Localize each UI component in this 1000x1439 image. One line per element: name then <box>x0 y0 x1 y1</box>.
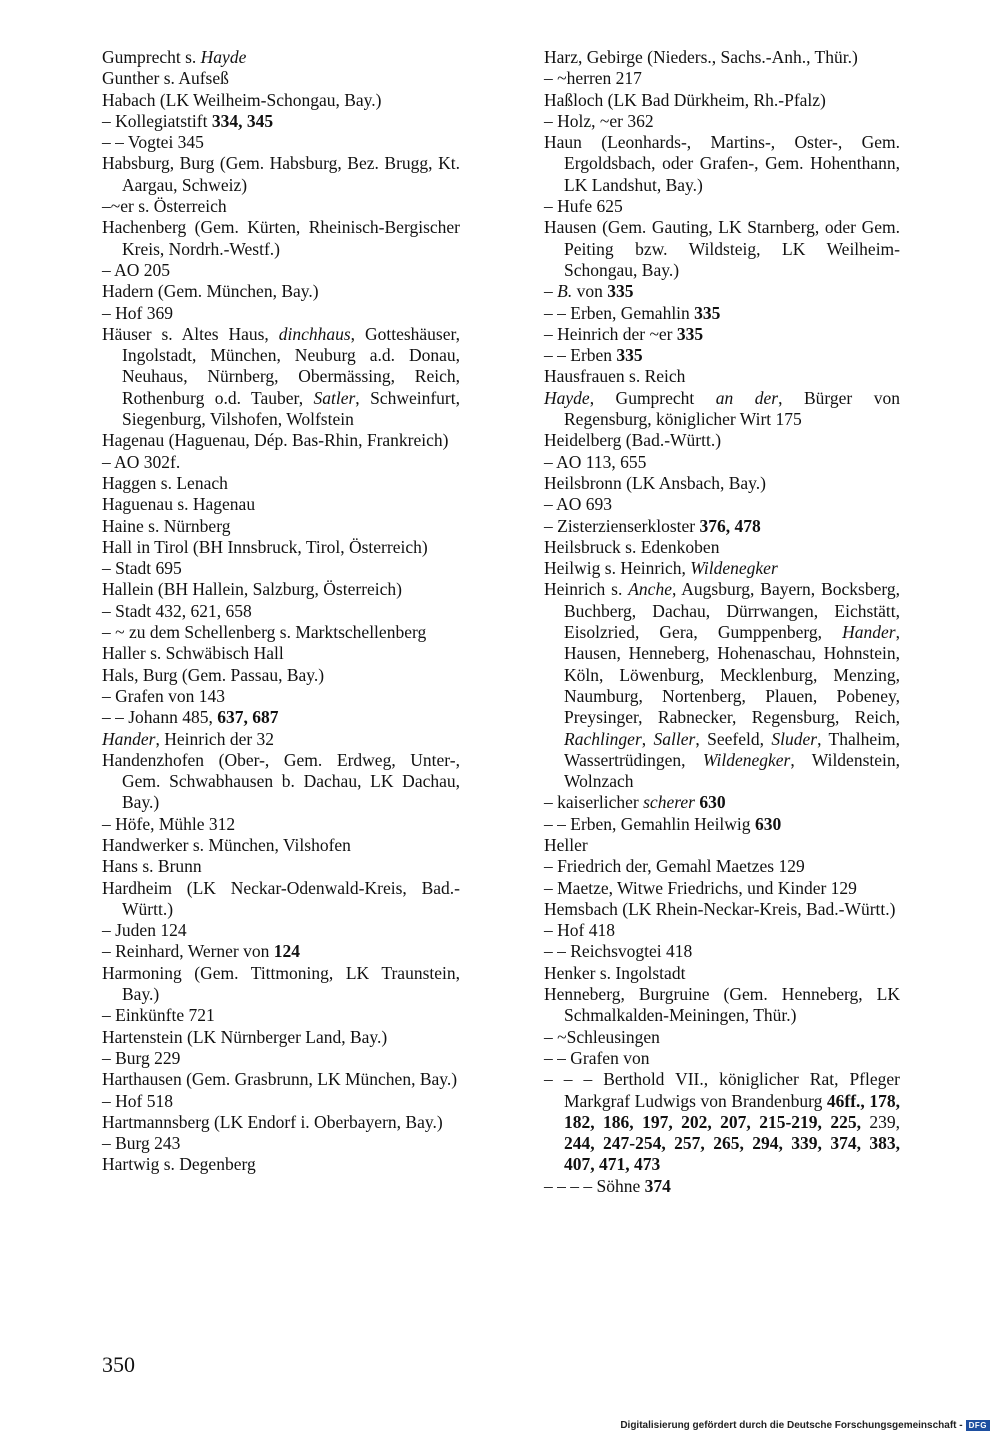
index-entry: Hans s. Brunn <box>102 856 202 877</box>
index-entry: – AO 113, 655 <box>544 451 647 472</box>
index-entry: Heilsbruck s. Edenkoben <box>544 536 720 557</box>
index-entry: Handenzhofen (Ober-, Gem. Erdweg, Unter-, Gem. Schwabhausen b. Dachau, LK Dachau, Bay.) <box>102 749 460 813</box>
index-entry: Hayde, Gumprecht an der, Bürger von Regensburg, königlicher Wirt 175 <box>544 387 901 430</box>
footer-text: Digitalisierung gefördert durch die Deutsche Forschungsgemeinschaft - <box>620 1420 963 1431</box>
index-entry: – – Erben 335 <box>544 345 643 366</box>
index-entry: – Maetze, Witwe Friedrichs, und Kinder 129 <box>544 877 857 898</box>
index-entry: – Einkünfte 721 <box>102 1005 215 1026</box>
index-entry: Harmoning (Gem. Tittmoning, LK Traunstein, Bay.) <box>102 962 460 1005</box>
index-entry: Hagenau (Haguenau, Dép. Bas-Rhin, Frankreich) <box>102 430 449 451</box>
index-entry: Hausen (Gem. Gauting, LK Starnberg, oder Gem. Peiting bzw. Wildsteig, LK Weilheim-Schongau, Bay.) <box>544 217 900 280</box>
index-entry: Hachenberg (Gem. Kürten, Rheinisch-Bergischer Kreis, Nordrh.-Westf.) <box>102 217 460 259</box>
index-entry: Heilwig s. Heinrich, Wildenegker <box>544 558 778 579</box>
index-entry: – Stadt 695 <box>102 558 182 579</box>
index-entry: Hardheim (LK Neckar-Odenwald-Kreis, Bad.-Württ.) <box>102 877 460 919</box>
index-entry: – Stadt 432, 621, 658 <box>102 600 252 621</box>
index-entry: Hartenstein (LK Nürnberger Land, Bay.) <box>102 1026 388 1047</box>
index-entry: – AO 205 <box>102 259 171 280</box>
index-entry: – – Grafen von <box>544 1047 650 1068</box>
index-column-left <box>102 47 460 1176</box>
index-entry: – – Erben, Gemahlin Heilwig 630 <box>544 813 782 834</box>
index-entry: Hall in Tirol (BH Innsbruck, Tirol, Österreich) <box>102 536 428 557</box>
index-entry: – Hof 369 <box>102 302 173 323</box>
index-entry: Gumprecht s. Hayde <box>102 47 247 67</box>
index-entry: – ~Schleusingen <box>544 1026 660 1047</box>
index-entry: Hemsbach (LK Rhein-Neckar-Kreis, Bad.-Württ.) <box>544 898 896 919</box>
page-number: 350 <box>102 1352 135 1377</box>
index-entry: – Burg 243 <box>102 1133 181 1154</box>
index-entry: – Hof 418 <box>544 920 615 941</box>
index-entry: – B. von 335 <box>544 281 634 302</box>
index-entry: Haun (Leonhards-, Martins-, Oster-, Gem. Ergoldsbach, oder Grafen-, Gem. Hohenthann, LK Landshut, Bay.) <box>544 132 900 195</box>
index-entry: Henker s. Ingolstadt <box>544 962 686 983</box>
index-entry: – AO 302f. <box>102 451 181 472</box>
index-entry: – Reinhard, Werner von 124 <box>102 941 301 962</box>
index-entry: Habach (LK Weilheim-Schongau, Bay.) <box>102 89 382 110</box>
dfg-logo: DFG <box>966 1420 990 1431</box>
index-entry: – ~ zu dem Schellenberg s. Marktschellenberg <box>102 622 427 643</box>
index-entry: – Juden 124 <box>102 920 187 941</box>
index-column-right <box>544 47 900 1197</box>
index-entry: – Friedrich der, Gemahl Maetzes 129 <box>544 856 805 877</box>
index-entry: Heinrich s. Anche, Augsburg, Bayern, Bocksberg, Buchberg, Dachau, Dürrwangen, Eichstätt, Eisolzried, Gera, Gumppenberg, Hander, Hausen, Henneberg, Hohenaschau, Hohnstein, Köln, Löwenburg, Mecklenburg, Menzing, Naumburg, Nortenberg, Plauen, Pobeney, Preysinger, Rabnecker, Regensburg, Reich, Rachlinger, Saller, Seefeld, Sluder, Thalheim, Wassertrüdingen, Wildenegker, Wildenstein, Wolnzach <box>544 579 900 792</box>
index-entry: – ~herren 217 <box>544 68 642 89</box>
index-entry: – – – Berthold VII., königlicher Rat, Pfleger Markgraf Ludwigs von Brandenburg 46ff., 178, 182, 186, 197, 202, 207, 215-219, 225, 239, 244, 247-254, 257, 265, 294, 339, 374, 383, 407, 471, 473 <box>544 1069 901 1175</box>
index-entry: Heidelberg (Bad.-Württ.) <box>544 430 722 451</box>
index-entry: Haßloch (LK Bad Dürkheim, Rh.-Pfalz) <box>544 89 826 110</box>
index-entry: Hals, Burg (Gem. Passau, Bay.) <box>102 664 325 685</box>
index-entry: – Kollegiatstift 334, 345 <box>102 110 274 131</box>
index-entry: Harz, Gebirge (Nieders., Sachs.-Anh., Thür.) <box>544 47 858 67</box>
index-entry: –~er s. Österreich <box>102 196 227 217</box>
index-entry: Harthausen (Gem. Grasbrunn, LK München, Bay.) <box>102 1069 458 1090</box>
index-entry: – Zisterzienserkloster 376, 478 <box>544 515 761 536</box>
index-entry: Hander, Heinrich der 32 <box>102 728 275 749</box>
index-entry: Hadern (Gem. München, Bay.) <box>102 281 319 302</box>
index-entry: – Höfe, Mühle 312 <box>102 813 236 834</box>
index-entry: – – – – Söhne 374 <box>544 1175 671 1196</box>
index-entry: Haller s. Schwäbisch Hall <box>102 643 284 664</box>
index-entry: Henneberg, Burgruine (Gem. Henneberg, LK Schmalkalden-Meiningen, Thür.) <box>544 984 900 1026</box>
index-entry: – – Vogtei 345 <box>102 132 204 153</box>
index-entry: Heller <box>544 834 588 855</box>
index-entry: Hartwig s. Degenberg <box>102 1154 256 1175</box>
index-entry: – Burg 229 <box>102 1047 181 1068</box>
index-entry: Hallein (BH Hallein, Salzburg, Österreich) <box>102 579 403 600</box>
index-entry: – AO 693 <box>544 494 613 515</box>
index-entry: Haggen s. Lenach <box>102 472 228 493</box>
index-entry: Haine s. Nürnberg <box>102 515 231 536</box>
index-entry: – Holz, ~er 362 <box>544 110 654 131</box>
index-entry: Handwerker s. München, Vilshofen <box>102 834 351 855</box>
index-entry: – – Erben, Gemahlin 335 <box>544 302 721 323</box>
index-entry: – Hufe 625 <box>544 196 623 217</box>
index-entry: – kaiserlicher scherer 630 <box>544 792 726 813</box>
index-entry: Habsburg, Burg (Gem. Habsburg, Bez. Brugg, Kt. Aargau, Schweiz) <box>102 153 460 195</box>
index-entry: Hartmannsberg (LK Endorf i. Oberbayern, Bay.) <box>102 1111 443 1132</box>
footer-credit <box>620 1420 990 1431</box>
index-entry: Gunther s. Aufseß <box>102 68 229 89</box>
index-entry: – – Reichsvogtei 418 <box>544 941 693 962</box>
index-entry: – Heinrich der ~er 335 <box>544 323 704 344</box>
index-entry: – Grafen von 143 <box>102 685 225 706</box>
index-entry: Heilsbronn (LK Ansbach, Bay.) <box>544 472 766 493</box>
index-entry: Hausfrauen s. Reich <box>544 366 686 387</box>
index-entry: – Hof 518 <box>102 1090 173 1111</box>
index-entry: Häuser s. Altes Haus, dinchhaus, Gotteshäuser, Ingolstadt, München, Neuburg a.d. Donau, Neuhaus, Nürnberg, Obermässing, Reich, Rothenburg o.d. Tauber, Satler, Schweinfurt, Siegenburg, Vilshofen, Wolfstein <box>102 323 460 430</box>
index-entry: Haguenau s. Hagenau <box>102 494 256 515</box>
index-entry: – – Johann 485, 637, 687 <box>102 707 279 728</box>
